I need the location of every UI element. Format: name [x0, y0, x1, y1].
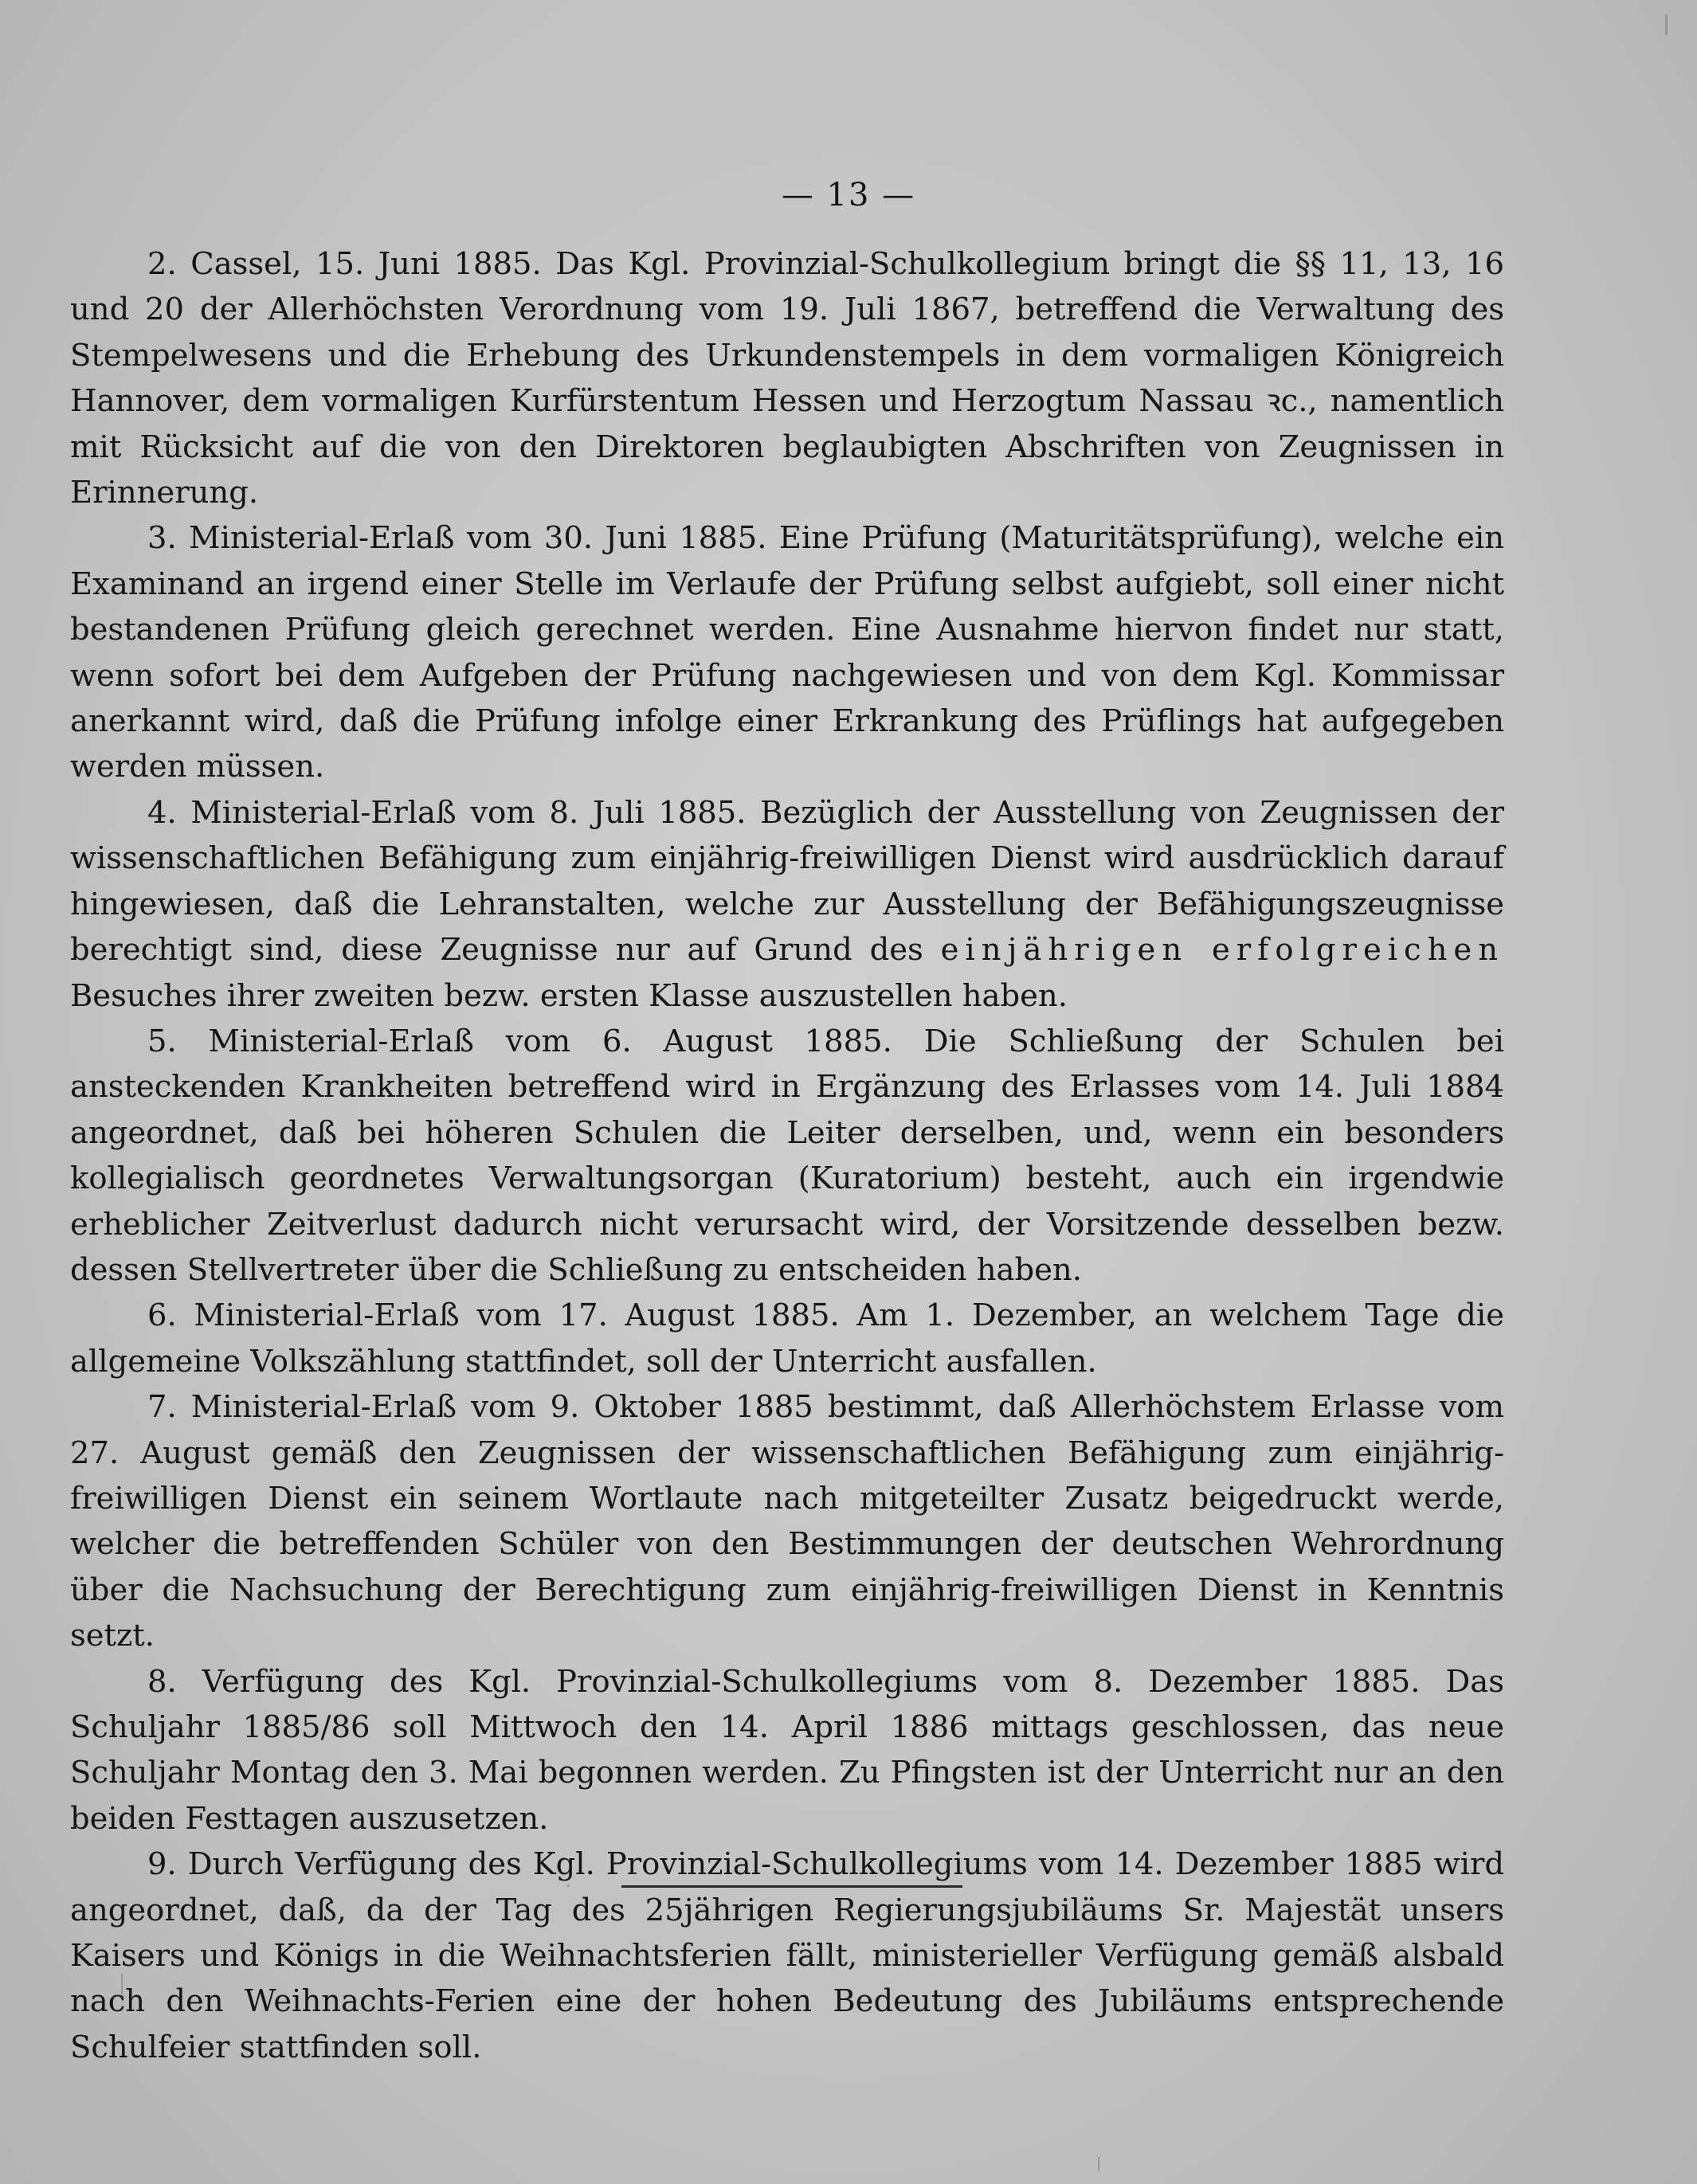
paragraph-2-cassel-schulkollegium: [70, 241, 1504, 515]
paragraph-4-befaehigungszeugnisse: [70, 790, 1504, 1019]
scan-speck: [567, 1885, 570, 1887]
paragraph-7-wehrordnung-zusatz: [70, 1384, 1504, 1658]
paragraph-text: 8. Verfügung des Kgl. Provinzial-Schulkollegiums vom 8. Dezember 1885. Das Schuljahr 1885/86 soll Mittwoch den 14. April 1886 mittags geschlossen, das neue Schuljahr Montag den 3. Mai begonnen werden. Zu Pfingsten ist der Unterricht nur an den beiden Festtagen auszusetzen.: [70, 1663, 1504, 1837]
paragraph-text: 4. Ministerial-Erlaß vom 8. Juli 1885. Bezüglich der Ausstellung von Zeugnissen der wissenschaftlichen Befähigung zum einjährig-freiwilligen Dienst wird ausdrücklich darauf hingewiesen, daß die Lehranstalten, welche zur Ausstellung der Befähigungszeugnisse berechtigt sind, diese Zeugnisse nur auf Grund des: [70, 794, 1504, 969]
paragraph-text: 9. Durch Verfügung des Kgl. Provinzial-Schulkollegiums vom 14. Dezember 1885 wird angeordnet, daß, da der Tag des 25jährigen Regierungsjubiläums Sr. Majestät unsers Kaisers und Königs in die Weihnachtsferien fällt, ministerieller Verfügung gemäß alsbald nach den Weihnachts-Ferien eine der hohen Bedeutung des Jubiläums entsprechende Schulfeier stattfinden soll.: [70, 1846, 1504, 2065]
scan-speck: [121, 1974, 123, 1998]
paragraph-text: 5. Ministerial-Erlaß vom 6. August 1885. Die Schließung der Schulen bei ansteckenden Krankheiten betreffend wird in Ergänzung des Erlasses vom 14. Juli 1884 angeordnet, daß bei höheren Schulen die Leiter derselben, und, wenn ein besonders kollegialisch geordnetes Verwaltungsorgan (Kuratorium) besteht, auch ein irgendwie erheblicher Zeitverlust dadurch nicht verursacht wird, der Vorsitzende desselben bezw. dessen Stellvertreter über die Schließung zu entscheiden haben.: [70, 1023, 1504, 1288]
closing-rule: [621, 1885, 962, 1888]
paragraph-text: 3. Ministerial-Erlaß vom 30. Juni 1885. Eine Prüfung (Maturitätsprüfung), welche ein Examinand an irgend einer Stelle im Verlaufe der Prüfung selbst aufgiebt, soll einer nicht bestandenen Prüfung gleich gerechnet werden. Eine Ausnahme hiervon findet nur statt, wenn sofort bei dem Aufgeben der Prüfung nachgewiesen und von dem Kgl. Kommissar anerkannt wird, daß die Prüfung infolge einer Erkrankung des Prüflings hat aufgegeben werden müssen.: [70, 520, 1504, 785]
paragraph-text: 7. Ministerial-Erlaß vom 9. Oktober 1885 bestimmt, daß Allerhöchstem Erlasse vom 27. August gemäß den Zeugnissen der wissenschaftlichen Befähigung zum einjährig-freiwilligen Dienst ein seinem Wortlaute nach mitgeteilter Zusatz beigedruckt werde, welcher die betreffenden Schüler von den Bestimmungen der deutschen Wehrordnung über die Nachsuchung der Berechtigung zum einjährig-freiwilligen Dienst in Kenntnis setzt.: [70, 1389, 1504, 1654]
paragraph-text: 2. Cassel, 15. Juni 1885. Das Kgl. Provinzial-Schulkollegium bringt die §§ 11, 13, 16 und 20 der Allerhöchsten Verordnung vom 19. Juli 1867, betreffend die Verwaltung des Stempelwesens und die Erhebung des Urkundenstempels in dem vormaligen Königreich Hannover, dem vormaligen Kurfürstentum Hessen und Herzogtum Nassau ꝛc., namentlich mit Rücksicht auf die von den Direktoren beglaubigten Abschriften von Zeugnissen in Erinnerung.: [70, 246, 1504, 511]
scan-speck: [1665, 14, 1668, 35]
scan-speck: [1098, 2157, 1099, 2171]
document-body: [70, 241, 1504, 2070]
paragraph-9-regierungsjubilaeum: [70, 1842, 1504, 2070]
paragraph-6-volkszaehlung: [70, 1293, 1504, 1384]
paragraph-5-schulschliessung: [70, 1019, 1504, 1293]
paragraph-text-continued: Besuches ihrer zweiten bezw. ersten Klasse auszustellen haben.: [70, 977, 1068, 1014]
paragraph-8-schuljahr: [70, 1659, 1504, 1842]
page-number: — 13 —: [781, 177, 916, 213]
paragraph-3-maturitaetspruefung: [70, 515, 1504, 789]
emphasized-text: einjährigen erfolgreichen: [940, 932, 1504, 969]
paragraph-text: 6. Ministerial-Erlaß vom 17. August 1885. Am 1. Dezember, an welchem Tage die allgemeine Volkszählung stattfindet, soll der Unterricht ausfallen.: [70, 1297, 1504, 1380]
